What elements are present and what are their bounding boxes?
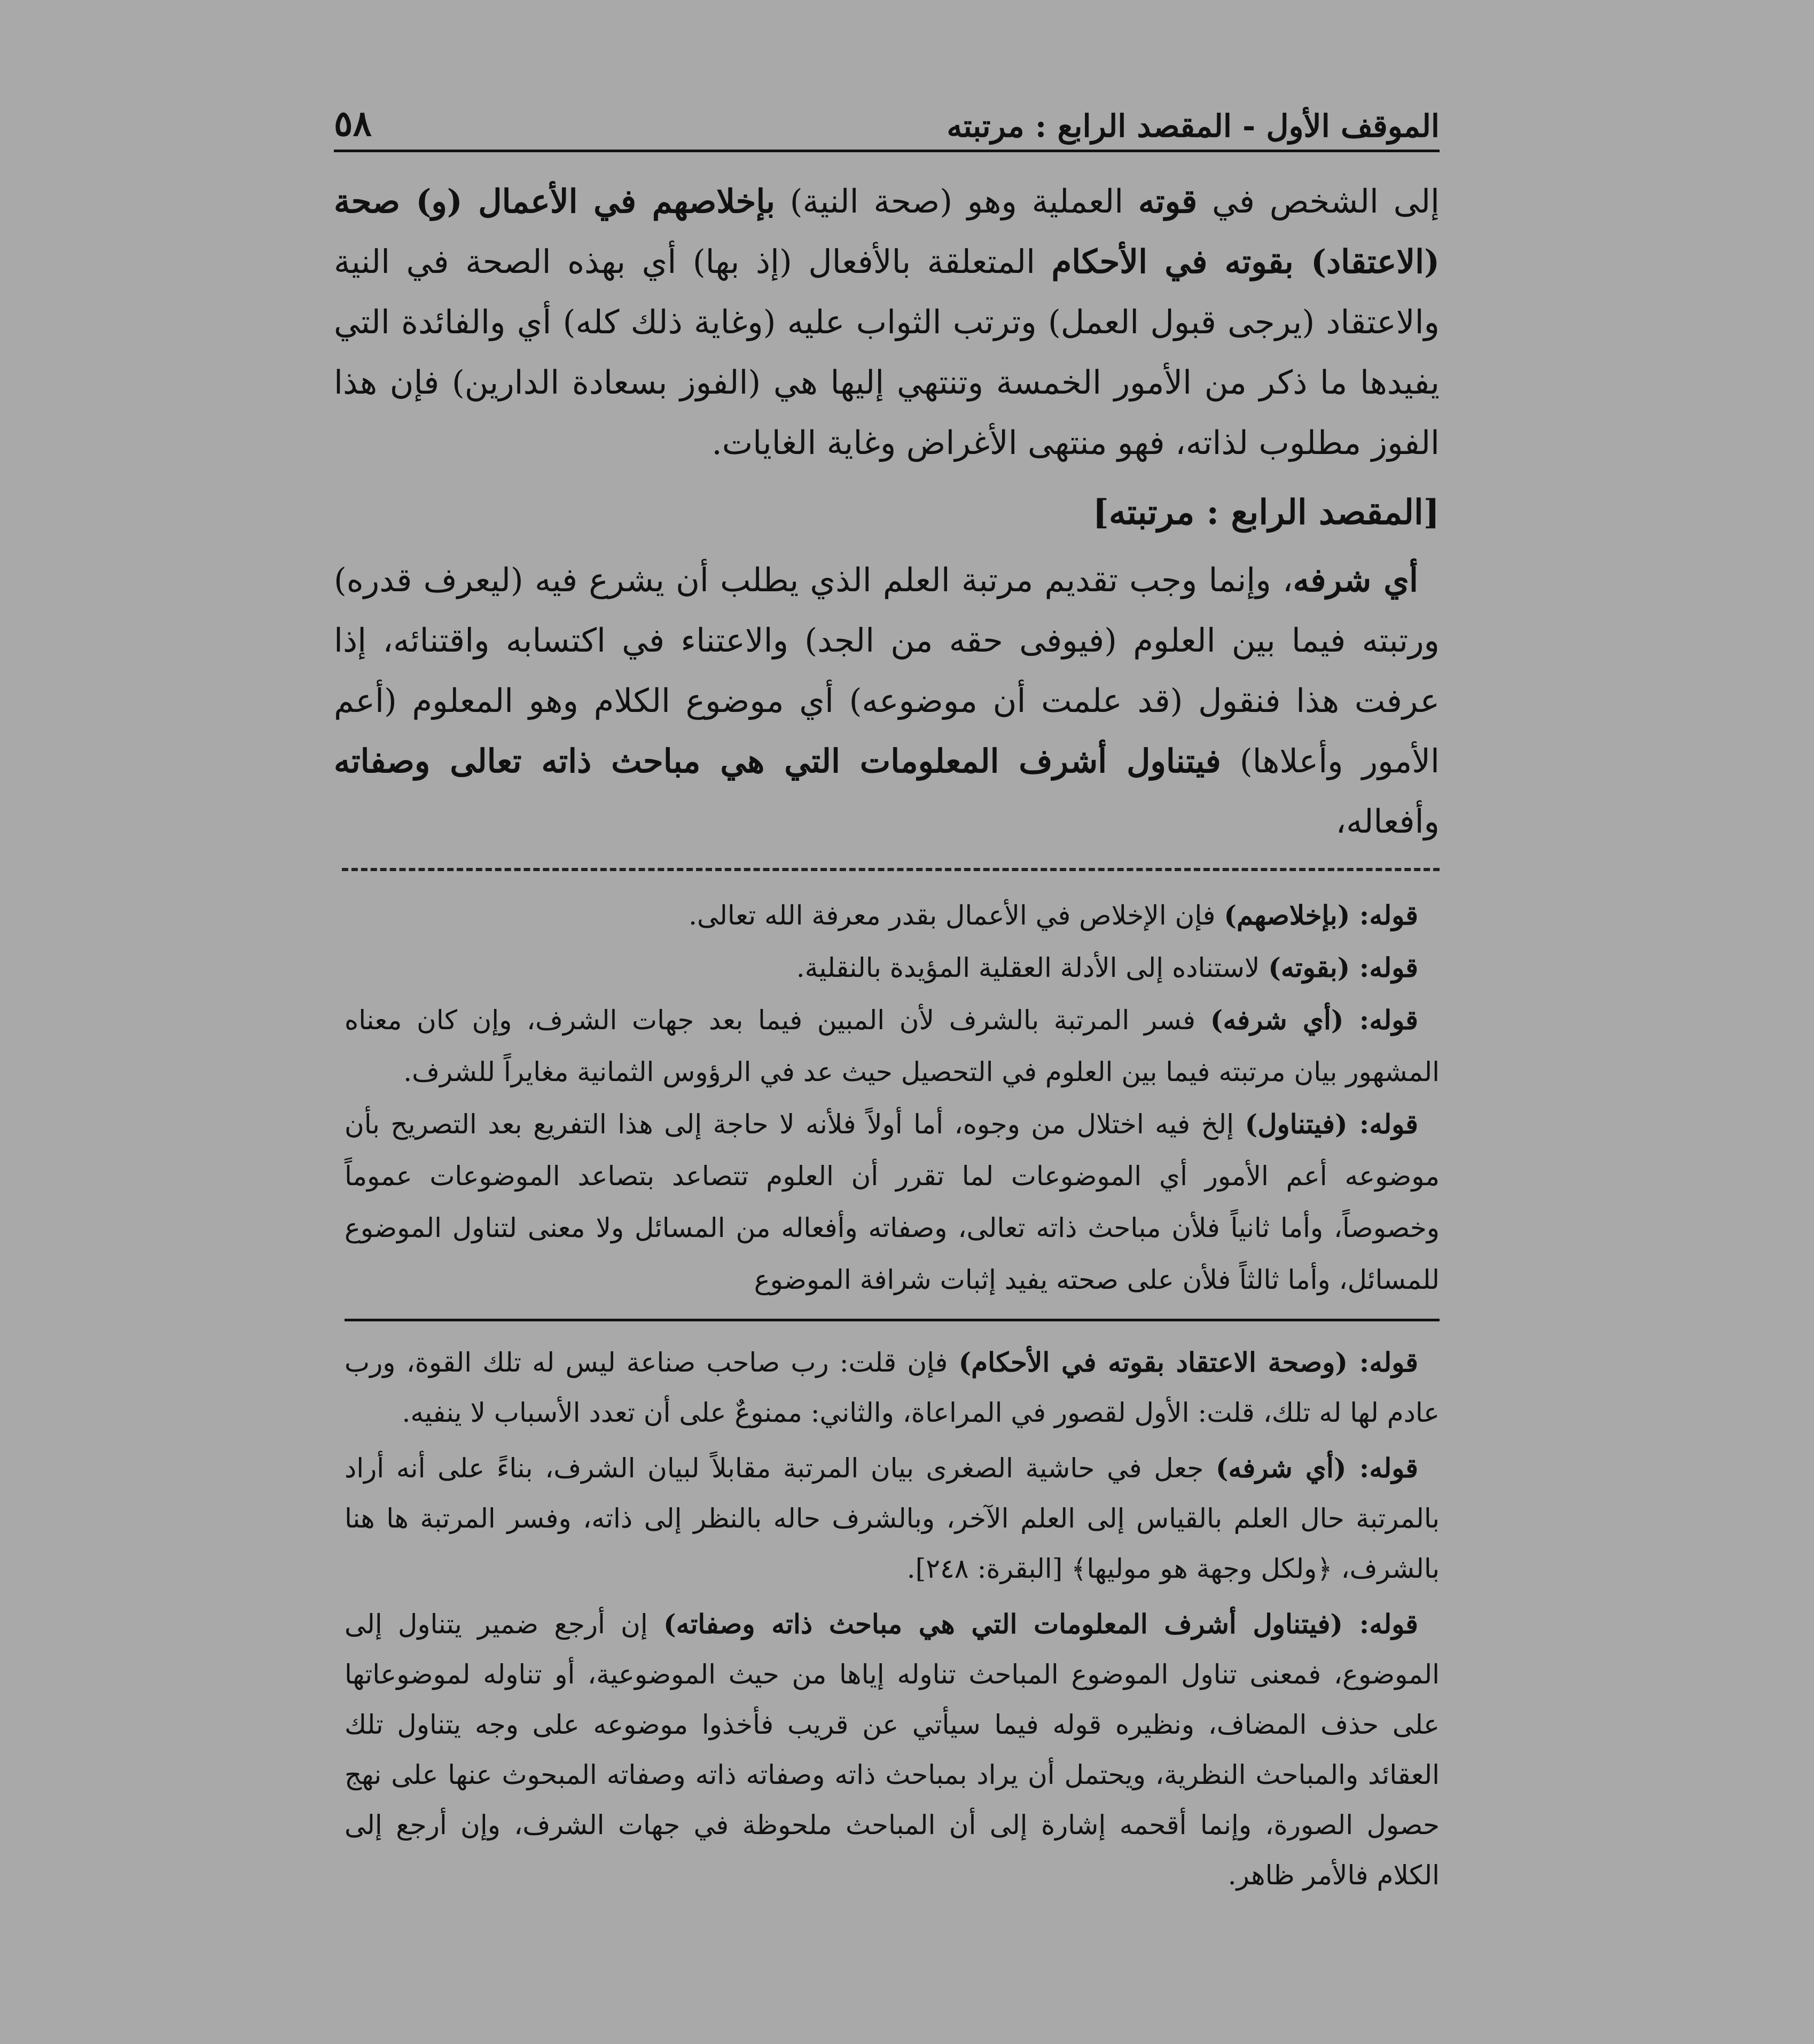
main-paragraph-2: أي شرفه، وإنما وجب تقديم مرتبة العلم الذي يطلب أن يشرع فيه (ليعرف قدره) ورتبته فيما بين العلوم (فيوفى حقه من الجد) والاعتناء في اكتسابه واقتنائه، إذا عرفت هذا فنقول (قد علمت أن موضوعه) أي موضوع الكلام وهو المعلوم (أعم الأمور وأعلاها) فيتناول أشرف المعلومات التي هي مباحث ذاته تعالى وصفاته وأفعاله،: [334, 561, 1440, 841]
dashed-separator: [342, 868, 1440, 871]
footnote: قوله: (وصحة الاعتقاد بقوته في الأحكام) فإن قلت: رب صاحب صناعة ليس له تلك القوة، ورب عادم لها له تلك، قلت: الأول لقصور في المراعاة، والثاني: ممنوعٌ على أن تعدد الأسباب لا ينفيه.: [345, 1346, 1440, 1428]
footnote: قوله: (أي شرفه) جعل في حاشية الصغرى بيان المرتبة مقابلاً لبيان الشرف، بناءً على أنه أراد بالمرتبة حال العلم بالقياس إلى العلم الآخر، وبالشرف حاله بالنظر إلى ذاته، وفسر المرتبة ها هنا بالشرف، ﴿ولكل وجهة هو موليها﴾ [البقرة: ٢٤٨].: [345, 1452, 1440, 1584]
footnote: قوله: (فيتناول أشرف المعلومات التي هي مباحث ذاته وصفاته) إن أرجع ضمير يتناول إلى الموضوع، فمعنى تناول الموضوع المباحث تناوله إياها من حيث الموضوعية، أو تناوله لموضوعاتها على حذف المضاف، ونظيره قوله فيما سيأتي عن قريب فأخذوا موضوعه على وجه يتناول تلك العقائد والمباحث النظرية، ويحتمل أن يراد بمباحث ذاته وصفاته ذاته وصفاته المبحوث عنها على نهج حصول الصورة، وإنما أقحمه إشارة إلى أن المباحث ملحوظة في جهات الشرف، وإن أرجع إلى الكلام فالأمر ظاهر.: [345, 1608, 1440, 1891]
footnote: قوله: (بإخلاصهم) فإن الإخلاص في الأعمال بقدر معرفة الله تعالى.: [689, 899, 1418, 931]
section-title: [المقصد الرابع : مرتبته]: [1092, 492, 1440, 532]
running-head: الموقف الأول - المقصد الرابع : مرتبته: [947, 108, 1440, 144]
page-number: ٥٨: [334, 103, 372, 144]
main-paragraph-1: إلى الشخص في قوته العملية وهو (صحة النية) بإخلاصهم في الأعمال (و) صحة (الاعتقاد) بقوته في الأحكام المتعلقة بالأفعال (إذ بها) أي بهذه الصحة في النية والاعتقاد (يرجى قبول العمل) وترتب الثواب عليه (وغاية ذلك كله) أي والفائدة التي يفيدها ما ذكر من الأمور الخمسة وتنتهي إليها هي (الفوز بسعادة الدارين) فإن هذا الفوز مطلوب لذاته، فهو منتهى الأغراض وغاية الغايات.: [334, 183, 1440, 462]
page-header: [334, 91, 1440, 152]
solid-separator: [345, 1319, 1440, 1321]
footnotes-second: [345, 1337, 1440, 1900]
footnotes-first: [345, 889, 1440, 1306]
footnote: قوله: (فيتناول) إلخ فيه اختلال من وجوه، أما أولاً فلأنه لا حاجة إلى هذا التفريع بعد التصريح بأن موضوعه أعم الأمور أي الموضوعات لما تقرر أن العلوم تتصاعد بتصاعد الموضوعات عموماً وخصوصاً، وأما ثانياً فلأن مباحث ذاته تعالى، وصفاته وأفعاله من المسائل ولا معنى لتناول الموضوع للمسائل، وأما ثالثاً فلأن على صحته يفيد إثبات شرافة الموضوع: [345, 1108, 1440, 1295]
main-text: [334, 171, 1440, 852]
footnote: قوله: (أي شرفه) فسر المرتبة بالشرف لأن المبين فيما بعد جهات الشرف، وإن كان معناه المشهور بيان مرتبته فيما بين العلوم في التحصيل حيث عد في الرؤوس الثمانية مغايراً للشرف.: [345, 1004, 1440, 1087]
footnote: قوله: (بقوته) لاستناده إلى الأدلة العقلية المؤيدة بالنقلية.: [796, 952, 1418, 983]
book-page: [334, 91, 1440, 1906]
